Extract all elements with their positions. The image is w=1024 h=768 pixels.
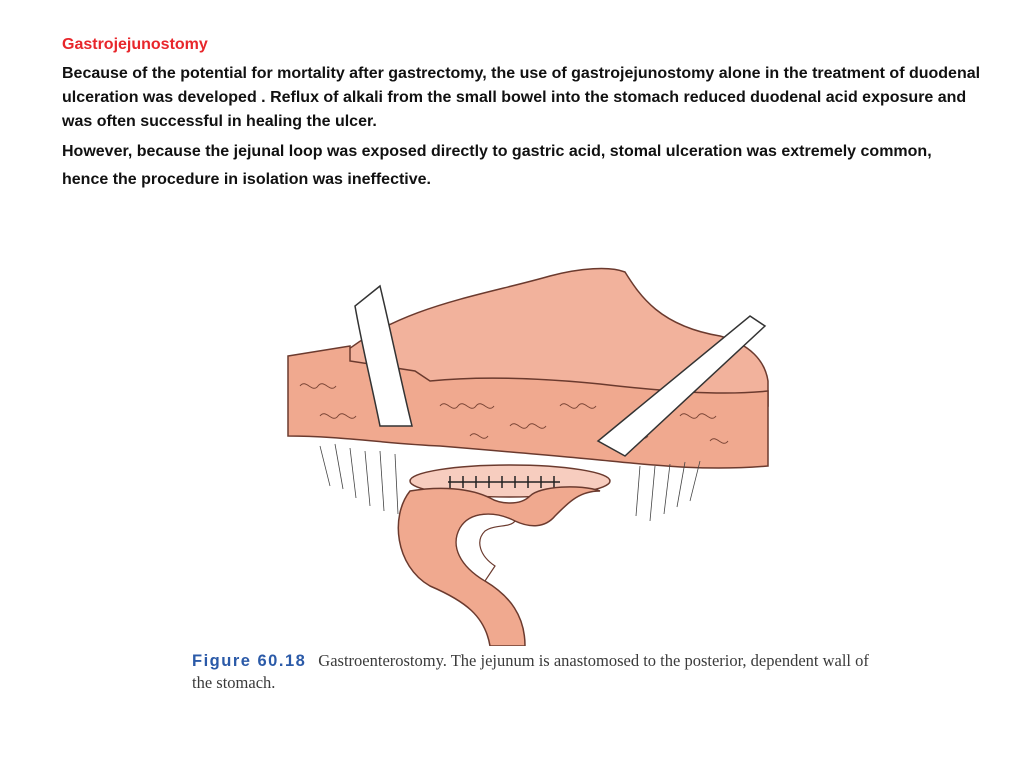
gastroenterostomy-illustration <box>280 266 780 646</box>
text-block <box>62 34 982 194</box>
illustration-svg <box>280 266 780 646</box>
figure-label: Figure 60.18 <box>192 652 307 670</box>
figure-caption-text: Gastroenterostomy. The jejunum is anastomosed to the posterior, dependent wall of the stomach. <box>192 651 869 692</box>
paragraph-stomal-ulceration: However, because the jejunal loop was exposed directly to gastric acid, stomal ulceration was extremely common, hence the procedure in isolation was ineffective. <box>62 143 932 188</box>
paragraph-mortality: Because of the potential for mortality after gastrectomy, the use of gastrojejunostomy alone in the treatment of duodenal ulceration was developed . Reflux of alkali from the small bowel into the stomach reduced duodenal acid exposure and was often successful in healing the ulcer. <box>62 65 981 130</box>
slide-title: Gastrojejunostomy <box>62 36 208 53</box>
jejunal-loop <box>398 487 600 646</box>
figure-caption <box>192 650 892 693</box>
